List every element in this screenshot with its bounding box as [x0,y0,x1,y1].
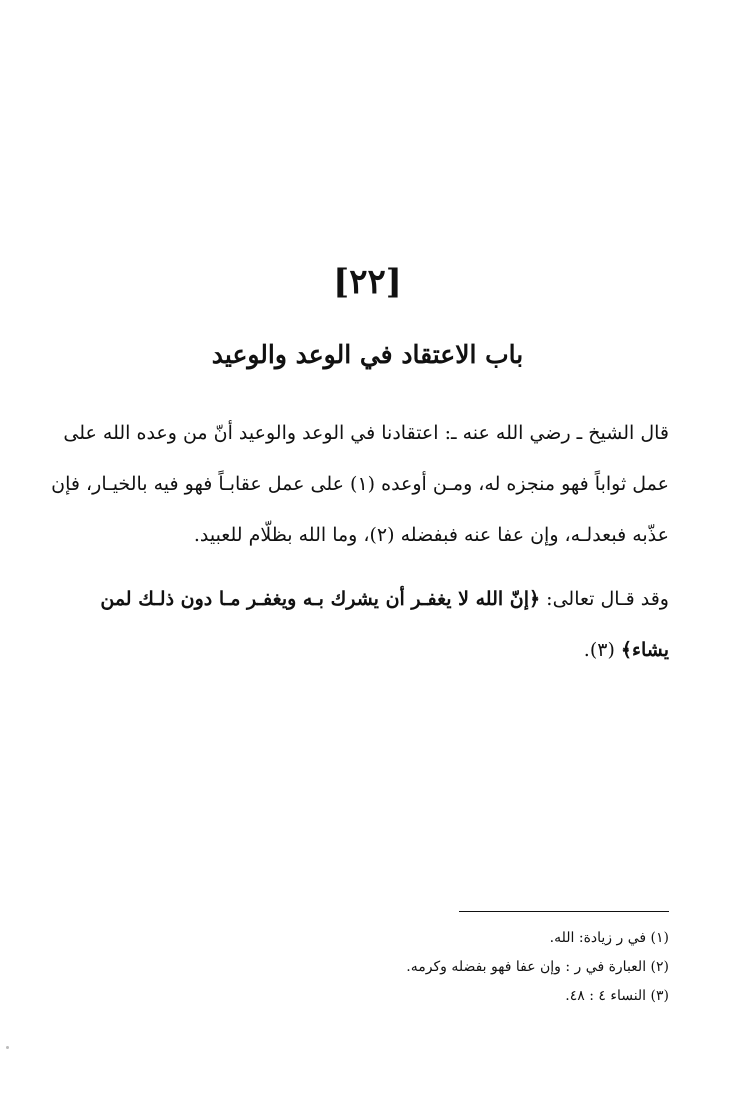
footnote-ref: (٣). [583,639,621,661]
chapter-number: [٢٢] [333,262,402,302]
paragraph-line: عذّبه فبعدلـه، وإن عفا عنه فبفضله (٢)، وما الله بظلّام للعبيد. [193,524,669,546]
footnote-2: (٢) العبارة في ر : وإن عفا فهو بفضله وكرمه. [406,959,669,975]
scan-dot [6,1046,9,1049]
footnote-divider [459,911,669,912]
verse-intro: وقد قـال تعالى: [540,588,669,610]
paragraph-1 [51,408,669,561]
paragraph-line: عمل ثواباً فهو منجزه له، ومـن أوعده (١) على عمل عقابـاً فهو فيه بالخيـار، فإن [51,473,669,495]
chapter-title: باب الاعتقاد في الوعد والوعيد [211,340,524,369]
footnotes [104,924,669,1011]
paragraph-line [104,625,669,676]
footnote-1: (١) في ر زيادة: الله. [549,930,669,946]
quran-verse: ﴿إنّ الله لا يغفـر أن يشرك بـه ويغفـر مـا دون ذلـك لمن [100,588,541,610]
quran-verse-end: يشاء﴾ [620,639,669,661]
paragraph-line [100,574,669,625]
paragraph-line: قال الشيخ ـ رضي الله عنه ـ: اعتقادنا في الوعد والوعيد أنّ من وعده الله على [63,422,669,444]
footnote-3: (٣) النساء ٤ : ٤٨. [565,988,669,1004]
paragraph-2 [100,574,669,676]
